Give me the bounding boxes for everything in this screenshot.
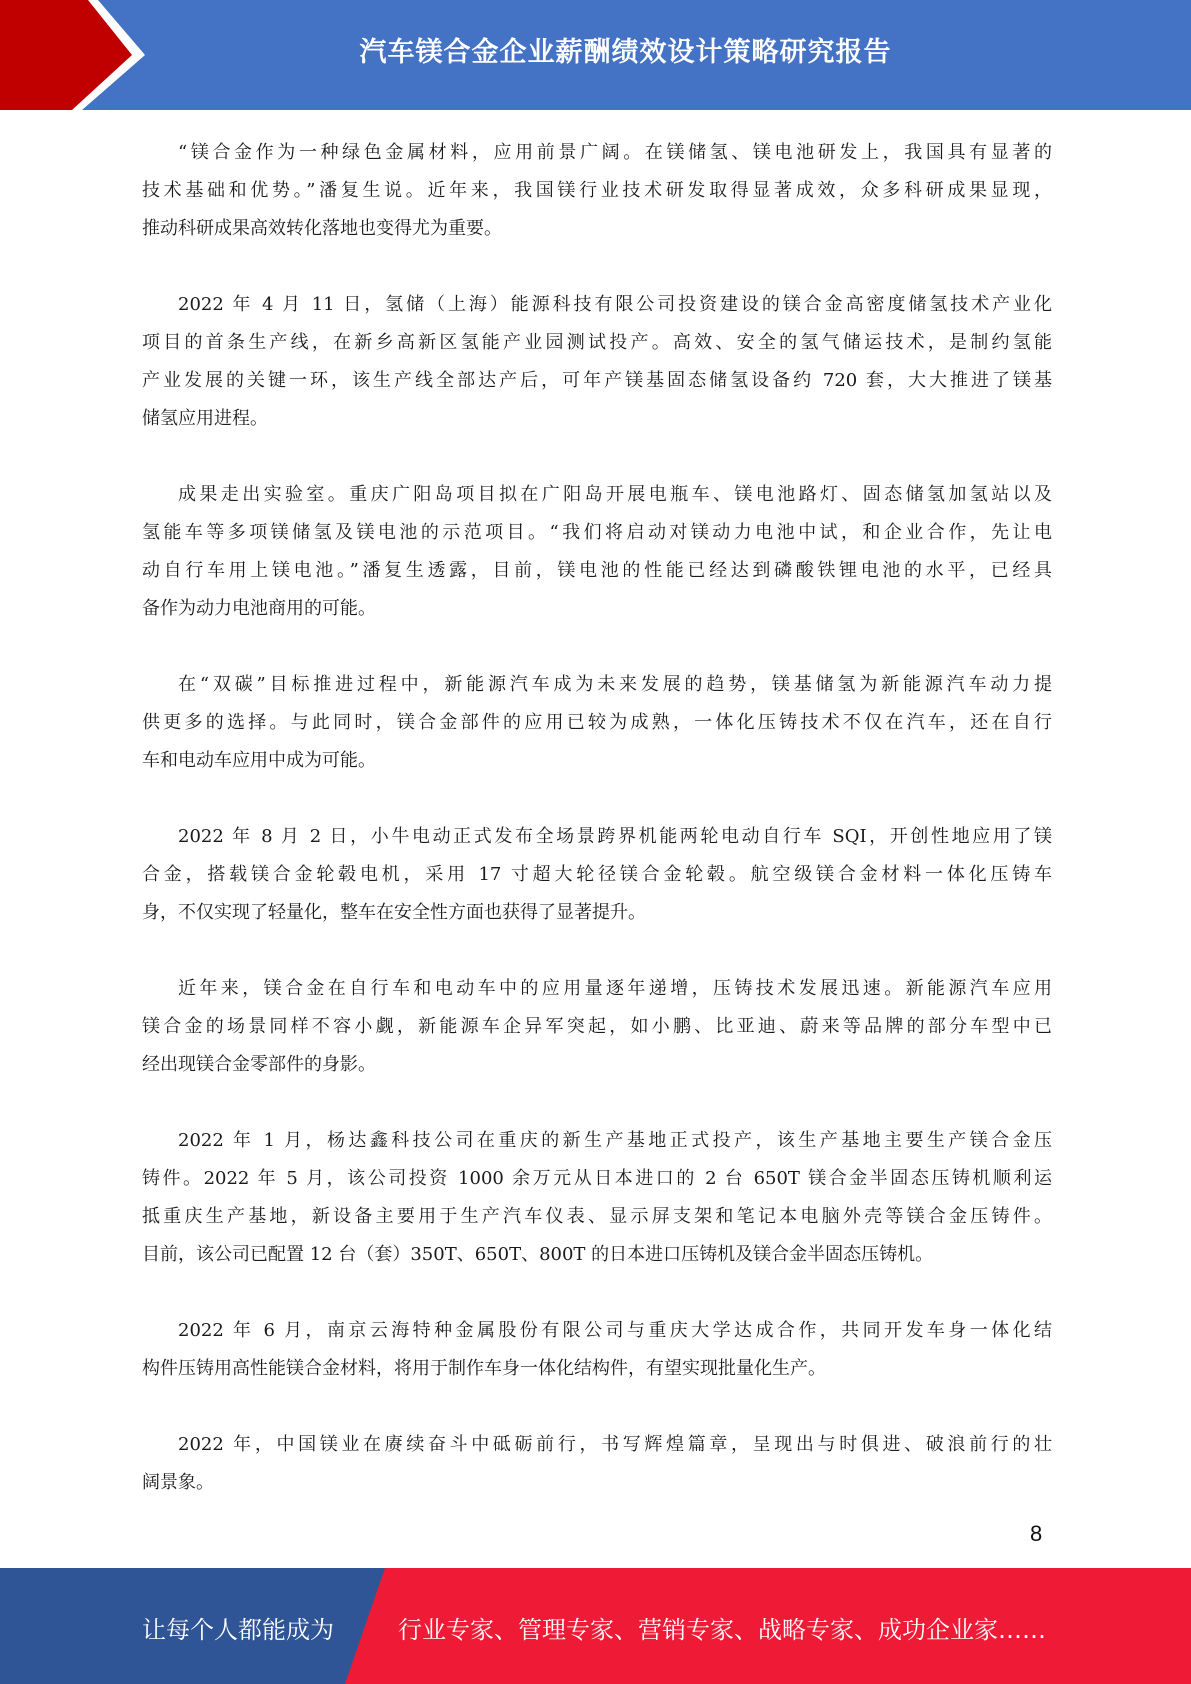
article-body <box>142 134 1052 1540</box>
paragraph-line: 产业发展的关键一环，该生产线全部达产后，可年产镁基固态储氢设备约 720 套，大大推进了镁基 <box>142 370 1052 391</box>
paragraph-line: 2022 年，中国镁业在赓续奋斗中砥砺前行，书写辉煌篇章，呈现出与时俱进、破浪前行的壮 <box>178 1434 1052 1455</box>
paragraph-line: 车和电动车应用中成为可能。 <box>142 750 376 771</box>
paragraph-line: 2022 年 6 月，南京云海特种金属股份有限公司与重庆大学达成合作，共同开发车身一体化结 <box>178 1320 1052 1341</box>
header-banner <box>0 0 1191 110</box>
paragraph-line: 经出现镁合金零部件的身影。 <box>142 1054 376 1075</box>
paragraph <box>142 286 1052 438</box>
paragraph-line: 构件压铸用高性能镁合金材料，将用于制作车身一体化结构件，有望实现批量化生产。 <box>142 1358 826 1379</box>
paragraph-line: 2022 年 8 月 2 日，小牛电动正式发布全场景跨界机能两轮电动自行车 SQI，开创性地应用了镁 <box>178 826 1052 847</box>
footer-banner <box>0 1568 1191 1684</box>
paragraph-line: 动自行车用上镁电池。”潘复生透露，目前，镁电池的性能已经达到磷酸铁锂电池的水平，已经具 <box>142 560 1052 581</box>
paragraph-line: 在“双碳”目标推进过程中，新能源汽车成为未来发展的趋势，镁基储氢为新能源汽车动力提 <box>178 674 1052 695</box>
page-number: 8 <box>1030 1521 1043 1546</box>
paragraph-line: 铸件。2022 年 5 月，该公司投资 1000 余万元从日本进口的 2 台 650T 镁合金半固态压铸机顺利运 <box>142 1168 1052 1189</box>
report-title: 汽车镁合金企业薪酬绩效设计策略研究报告 <box>359 37 892 68</box>
paragraph-line: 镁合金的场景同样不容小觑，新能源车企异军突起，如小鹏、比亚迪、蔚来等品牌的部分车型中已 <box>142 1016 1052 1037</box>
paragraph-line: 推动科研成果高效转化落地也变得尤为重要。 <box>142 218 502 239</box>
paragraph-line: 身，不仅实现了轻量化，整车在安全性方面也获得了显著提升。 <box>142 902 646 923</box>
paragraph-line: 供更多的选择。与此同时，镁合金部件的应用已较为成熟，一体化压铸技术不仅在汽车，还在自行 <box>142 712 1052 733</box>
footer-slogan-left: 让每个人都能成为 <box>142 1616 334 1644</box>
footer-slogan-right: 行业专家、管理专家、营销专家、战略专家、成功企业家…… <box>398 1616 1046 1644</box>
paragraph-line: 备作为动力电池商用的可能。 <box>142 598 376 619</box>
paragraph-line: 氢能车等多项镁储氢及镁电池的示范项目。“我们将启动对镁动力电池中试，和企业合作，先让电 <box>142 522 1052 543</box>
paragraph-line: 近年来，镁合金在自行车和电动车中的应用量逐年递增，压铸技术发展迅速。新能源汽车应用 <box>178 978 1052 999</box>
paragraph-line: 2022 年 4 月 11 日，氢储（上海）能源科技有限公司投资建设的镁合金高密度储氢技术产业化 <box>178 294 1052 315</box>
paragraph <box>142 1122 1052 1274</box>
paragraph-line: 项目的首条生产线，在新乡高新区氢能产业园测试投产。高效、安全的氢气储运技术，是制约氢能 <box>142 332 1052 353</box>
paragraph-line: 2022 年 1 月，杨达鑫科技公司在重庆的新生产基地正式投产，该生产基地主要生产镁合金压 <box>178 1130 1052 1151</box>
paragraph-line: 目前，该公司已配置 12 台（套）350T、650T、800T 的日本进口压铸机及镁合金半固态压铸机。 <box>142 1244 934 1265</box>
paragraph-line: 合金，搭载镁合金轮毂电机，采用 17 寸超大轮径镁合金轮毂。航空级镁合金材料一体化压铸车 <box>142 864 1052 885</box>
paragraph <box>142 970 1052 1084</box>
paragraph <box>142 1426 1052 1502</box>
paragraph <box>142 818 1052 932</box>
paragraph-line: 成果走出实验室。重庆广阳岛项目拟在广阳岛开展电瓶车、镁电池路灯、固态储氢加氢站以及 <box>178 484 1052 505</box>
paragraph <box>142 134 1052 248</box>
paragraph-line: “镁合金作为一种绿色金属材料，应用前景广阔。在镁储氢、镁电池研发上，我国具有显著的 <box>178 142 1052 163</box>
paragraph <box>142 476 1052 628</box>
paragraph-line: 储氢应用进程。 <box>142 408 268 429</box>
paragraph-line: 技术基础和优势。”潘复生说。近年来，我国镁行业技术研发取得显著成效，众多科研成果显现， <box>142 180 1052 201</box>
paragraph-line: 阔景象。 <box>142 1472 214 1493</box>
paragraph-line: 抵重庆生产基地，新设备主要用于生产汽车仪表、显示屏支架和笔记本电脑外壳等镁合金压铸件。 <box>142 1206 1052 1227</box>
paragraph <box>142 1312 1052 1388</box>
paragraph <box>142 666 1052 780</box>
